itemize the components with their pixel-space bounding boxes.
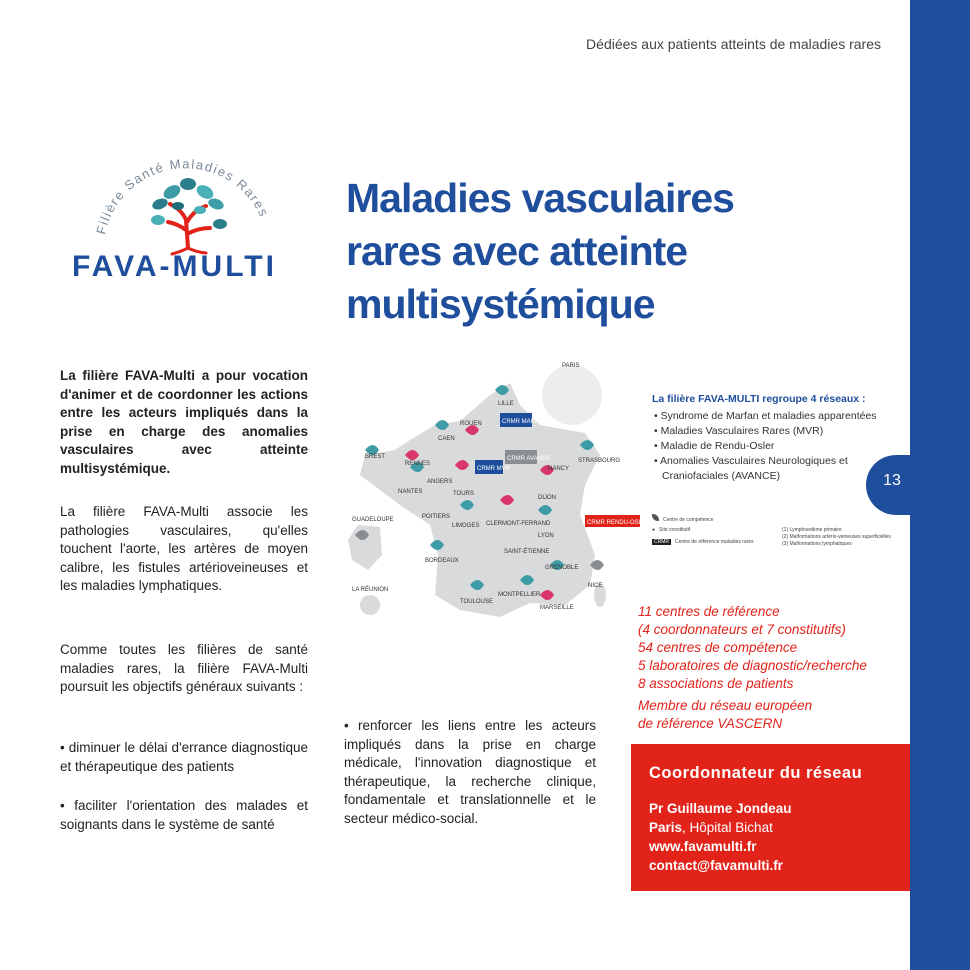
coordinator-heading: Coordonnateur du réseau [649,764,863,782]
map-legend [652,514,904,550]
map-label: LYON [538,533,554,539]
crmr-label: CRMR AVANCE [507,456,551,462]
stat-line: 54 centres de compétence [638,640,798,655]
stat-line: Membre du réseau européen [638,698,813,713]
network-item: • Maladies Vasculaires Rares (MVR) [654,425,824,437]
coordinator-city: Paris [649,820,683,835]
crmr-label: CRMR RENDU-OSLER [587,520,651,526]
map-label: STRASBOURG [578,458,621,464]
networks-list [652,392,904,484]
map-label: LA RÉUNION [352,587,389,593]
map-label: BORDEAUX [425,558,459,564]
coordinator-email[interactable]: contact@favamulti.fr [649,858,783,873]
title-line-3: multisystémique [346,281,655,327]
map-label: ROUEN [460,421,482,427]
intro-paragraph: La filière FAVA-Multi a pour vocation d'animer et de coordonner les actions entre les acteurs impliqués dans la prise en charge des anomalies vasculaires avec atteinte multisystémique. [60,368,308,476]
crmr-label: CRMR MVR [477,466,510,472]
network-item: • Anomalies Vasculaires Neurologiques et Craniofaciales (AVANCE) [654,455,848,482]
stat-line: 8 associations de patients [638,676,794,691]
bullet-item: • renforcer les liens entre les acteurs impliqués dans la prise en charge médicale, l'innovation diagnostique et thérapeutique, la recherche clinique, fondamentale et translationnelle et le secteur médico-social. [344,718,596,826]
map-label: CAEN [438,436,455,442]
bullet-item: • faciliter l'orientation des malades et soignants dans le système de santé [60,798,308,832]
map-label: TOURS [453,491,474,497]
legend-crmr-tag: CRMR [654,539,669,545]
coordinator-website[interactable]: www.favamulti.fr [649,839,757,854]
legend-crmr: Centre de référence maladies rares [675,539,754,545]
title-line-2: rares avec atteinte [346,228,688,274]
map-label: RENNES [405,461,431,467]
stat-line: 5 laboratoires de diagnostic/recherche [638,658,867,673]
body-paragraph-2: La filière FAVA-Multi associe les pathologies vasculaires, qu'elles touchent l'aorte, les artères de moyen calibre, les fistules artérioveineuses et les maladies lymphatiques. [60,504,308,593]
running-header: Dédiées aux patients atteints de maladies rares [586,36,881,52]
map-label: NANCY [548,466,570,472]
title-line-1: Maladies vasculaires [346,175,734,221]
map-label: DIJON [538,495,556,501]
map-label: LIMOGES [452,523,480,529]
map-label: NICE [588,583,603,589]
page-number: 13 [883,472,901,489]
legend-competence: Centre de compétence [663,517,714,523]
coordinator-box [631,744,910,891]
stat-line: de référence VASCERN [638,716,783,731]
logo-wordmark: FAVA-MULTI [72,250,277,283]
map-label: MARSEILLE [540,605,574,611]
coordinator-name: Pr Guillaume Jondeau [649,801,792,816]
stat-line: 11 centres de référence [638,604,780,619]
map-label: BREST [365,454,386,460]
map-label: ANGERS [427,479,453,485]
legend-note: (2) Malformations artério-veineuses superficielles [782,534,891,540]
map-label: GUADELOUPE [352,517,394,523]
map-label: POITIERS [422,514,451,520]
map-label: PARIS [562,363,580,369]
page-title [346,172,886,331]
map-label: GRENOBLE [545,565,579,571]
svg-text:Filière Santé Maladies Rares [93,156,272,236]
body-paragraph-3: Comme toutes les filières de santé maladies rares, la filière FAVA-Multi poursuit les objectifs généraux suivants : [60,642,308,694]
network-item: • Syndrome de Marfan et maladies apparentées [654,410,877,422]
dot-icon: ● [652,527,656,533]
map-label: NANTES [398,489,423,495]
network-item: • Maladie de Rendu-Osler [654,440,775,452]
france-network-map [340,355,651,645]
bullet-item: • diminuer le délai d'errance diagnostique et thérapeutique des patients [60,740,308,774]
coordinator-hospital: , Hôpital Bichat [682,820,773,835]
map-label: TOULOUSE [460,599,493,605]
logo-arc-text: Filière Santé Maladies Rares [93,156,272,236]
map-label: SAINT-ÉTIENNE [504,549,550,555]
map-label: MONTPELLIER [498,592,541,598]
stat-line: (4 coordonnateurs et 7 constitutifs) [638,622,846,637]
networks-title: La filière FAVA-MULTI regroupe 4 réseaux : [652,393,866,405]
map-label: LILLE [498,401,514,407]
stats-block [638,603,908,733]
legend-site: Site constitutif [659,527,691,533]
tree-icon [151,178,227,254]
legend-note: (1) Lymphoedème primaire [782,527,842,533]
map-label: CLERMONT-FERRAND [486,521,551,527]
legend-note: (3) Malformations lymphatiques [782,541,852,547]
leaf-icon [652,514,659,521]
crmr-label: CRMR MARFAN [502,419,547,425]
